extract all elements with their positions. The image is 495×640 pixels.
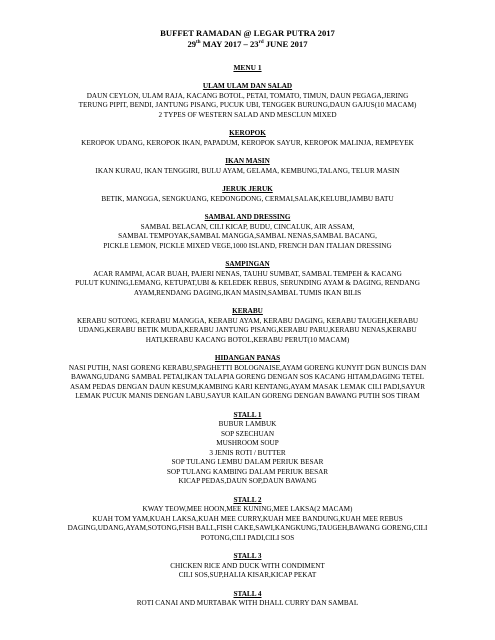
menu-section (14, 82, 481, 120)
menu-title: MENU 1 (233, 63, 262, 72)
menu-section (14, 307, 481, 345)
section-line: ROTI CANAI AND MURTABAK WITH DHALL CURRY DAN SAMBAL (136, 599, 359, 607)
section-line: DAUN CEYLON, ULAM RAJA, KACANG BOTOL, PETAI, TOMATO, TIMUN, DAUN PEGAGA,JERING (86, 91, 409, 100)
section-line: NASI PUTIH, NASI GORENG KERABU,SPAGHETTI BOLOGNAISE,AYAM GORENG KUNYIT DGN BUNCIS DAN (68, 363, 427, 372)
section-line: POTONG,CILI PADI,CILI SOS (200, 533, 295, 542)
date-range (14, 39, 481, 50)
section-line: KEROPOK UDANG, KEROPOK IKAN, PAPADUM, KEROPOK SAYUR, KEROPOK MALINJA, REMPEYEK (81, 138, 414, 147)
section-heading: SAMBAL AND DRESSING (204, 213, 291, 221)
section-line: PICKLE LEMON, PICKLE MIXED VEGE,1000 ISLAND, FRENCH DAN ITALIAN DRESSING (103, 241, 392, 250)
section-heading: STALL 4 (233, 589, 262, 598)
section-line: KWAY TEOW,MEE HOON,MEE KUNING,MEE LAKSA(2 MACAM) (142, 505, 353, 513)
section-line: SAMBAL TEMPOYAK,SAMBAL MANGGA,SAMBAL NENAS,SAMBAL BACANG, (118, 232, 377, 240)
section-heading: KEROPOK (229, 129, 266, 137)
menu-section (14, 496, 481, 544)
section-heading: KERABU (232, 307, 263, 315)
section-line: KERABU SOTONG, KERABU MANGGA, KERABU AYAM, KERABU DAGING, KERABU TAUGEH,KERABU (76, 316, 419, 325)
section-heading: SAMPINGAN (225, 260, 270, 268)
section-line: SOP TULANG KAMBING DALAM PERIUK BESAR (166, 467, 329, 476)
section-line: KICAP PEDAS,DAUN SOP,DAUN BAWANG (178, 477, 317, 485)
document-title: BUFFET RAMADAN @ LEGAR PUTRA 2017 (160, 28, 335, 38)
section-line: CILI SOS,SUP,HALIA KISAR,KICAP PEKAT (178, 571, 317, 579)
menu-section (14, 213, 481, 251)
section-line: IKAN KURAU, IKAN TENGGIRI, BULU AYAM, GELAMA, KEMBUNG,TALANG, TELUR MASIN (95, 166, 400, 175)
section-heading: STALL 2 (233, 495, 262, 504)
section-line: 2 TYPES OF WESTERN SALAD AND MESCLUN MIXED (158, 110, 337, 119)
menu-sections (14, 82, 481, 609)
section-heading: IKAN MASIN (225, 157, 270, 165)
menu-section (14, 157, 481, 176)
section-heading: ULAM ULAM DAN SALAD (202, 82, 293, 90)
section-line: 3 JENIS ROTI / BUTTER (209, 448, 286, 457)
section-line: PULUT KUNING,LEMANG, KETUPAT,UBI & KELEDEK REBUS, SERUNDING AYAM & DAGING, RENDANG (75, 279, 420, 287)
menu-section (14, 129, 481, 148)
section-line: CHICKEN RICE AND DUCK WITH CONDIMENT (170, 561, 325, 570)
section-line: SOP TULANG LEMBU DALAM PERIUK BESAR (171, 458, 324, 466)
section-line: BAWANG,UDANG SAMBAL PETAI,IKAN TALAPIA GORENG DENGAN SOS KACANG HITAM,DAGING TETEL (71, 373, 424, 381)
section-line: MUSHROOM SOUP (216, 439, 279, 447)
section-heading: STALL 3 (233, 552, 262, 560)
date-start-suffix: th (196, 40, 201, 46)
section-heading: JERUK JERUK (222, 185, 273, 193)
menu-section (14, 552, 481, 581)
section-heading: STALL 1 (233, 410, 262, 419)
section-line: BUBUR LAMBUK (218, 420, 277, 428)
section-line: KUAH TOM YAM,KUAH LAKSA,KUAH MEE CURRY,KUAH MEE BANDUNG,KUAH MEE REBUS (92, 514, 403, 523)
section-line: DAGING,UDANG,AYAM,SOTONG,FISH BALL,FISH CAKE,SAWI,KANGKUNG,TAUGEH,BAWANG GORENG,CILI (67, 524, 428, 532)
menu-section (14, 354, 481, 402)
section-line: HATI,KERABU KACANG BOTOL,KERABU PERUT(10 MACAM) (145, 335, 350, 344)
section-heading: HIDANGAN PANAS (214, 354, 281, 362)
section-line: SAMBAL BELACAN, CILI KICAP, BUDU, CINCALUK, AIR ASSAM, (140, 222, 355, 231)
date-start-day: 29 (187, 39, 197, 49)
section-line: UDANG,KERABU BETIK MUDA,KERABU JANTUNG PISANG,KERABU PARU,KERABU NENAS,KERABU (78, 326, 417, 334)
date-end-rest: JUNE 2017 (263, 39, 308, 49)
section-line: SOP SZECHUAN (220, 429, 275, 438)
menu-section (14, 185, 481, 204)
section-line: ASAM PEDAS DENGAN DAUN KESUM,KAMBING KARI KENTANG,AYAM MASAK LEMAK CILI PADI,SAYUR (69, 382, 426, 391)
date-end-suffix: rd (258, 40, 264, 46)
menu-section (14, 260, 481, 298)
section-line: TERUNG PIPIT, BENDI, JANTUNG PISANG, PUCUK UBI, TENGGEK BURUNG,DAUN GAJUS(10 MACAM) (78, 101, 417, 109)
section-line: LEMAK PUCUK MANIS DENGAN LABU,SAYUR KAILAN GORENG DENGAN BAWANG PUTIH SOS TIRAM (75, 392, 420, 400)
date-start-rest: MAY 2017 – 23 (200, 39, 259, 49)
section-line: BETIK, MANGGA, SENGKUANG, KEDONGDONG, CERMAI,SALAK,KELUBI,JAMBU BATU (101, 194, 394, 203)
section-line: AYAM,RENDANG DAGING,IKAN MASIN,SAMBAL TUMIS IKAN BILIS (133, 288, 362, 297)
section-line: ACAR RAMPAI, ACAR BUAH, PAJERI NENAS, TAUHU SUMBAT, SAMBAL TEMPEH & KACANG (93, 269, 402, 278)
menu-section (14, 590, 481, 609)
menu-section (14, 411, 481, 487)
